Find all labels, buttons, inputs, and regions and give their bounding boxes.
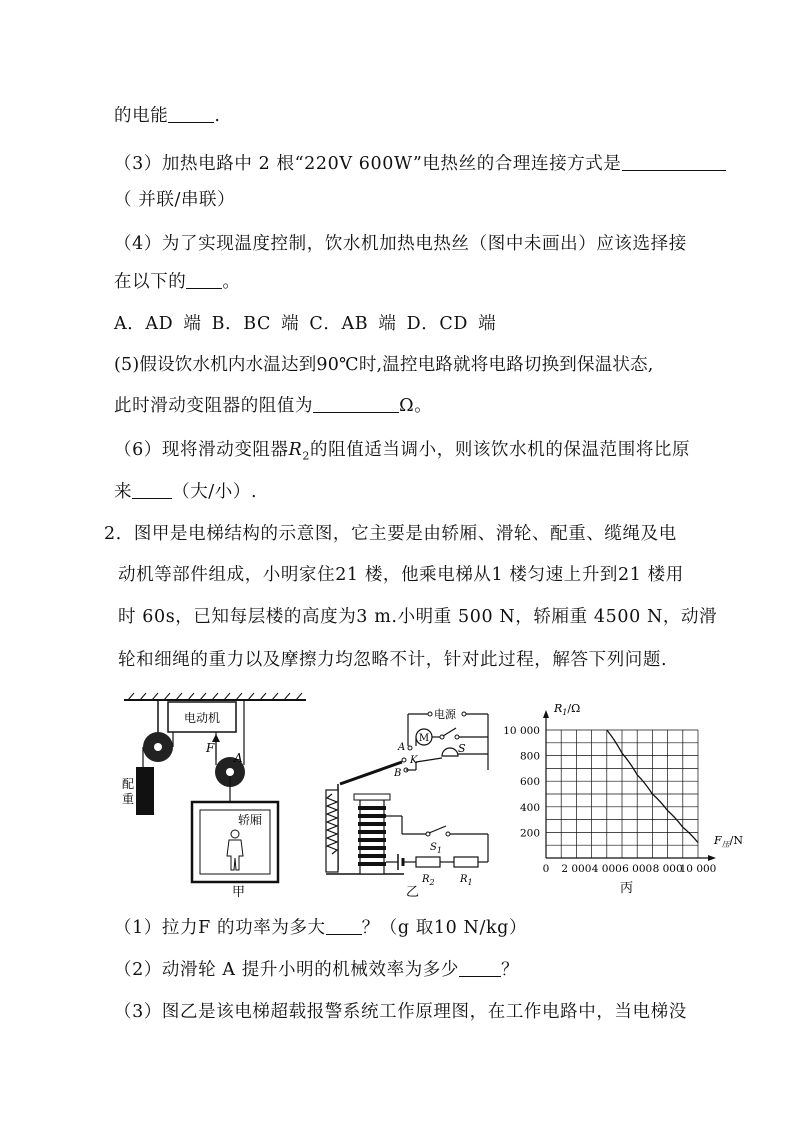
- chart-grid: [546, 730, 698, 858]
- r2-label: $R_2$: [422, 874, 435, 887]
- contact-b-label: B: [394, 768, 402, 779]
- answer-blank: [622, 154, 726, 171]
- x-tick-label: 8 000: [652, 863, 683, 875]
- text-line: （ 并联/串联）: [114, 190, 236, 210]
- problem-2-line: 轮和细绳的重力以及摩擦力均忽略不计，针对此过程，解答下列问题.: [118, 650, 668, 670]
- y-axis-label: $R_1/\Omega$: [554, 702, 581, 717]
- motor-label: 电动机: [183, 711, 221, 725]
- x-axis-arrow: [708, 855, 716, 861]
- y-tick-label: 400: [519, 801, 540, 814]
- counterweight: [136, 767, 154, 815]
- contact-a-label: A: [398, 742, 406, 753]
- switch-s: [443, 728, 456, 736]
- text-line: 在以下的 。: [114, 272, 241, 292]
- alarm-bell: [442, 748, 458, 756]
- x-tick-label: 2 000: [561, 863, 592, 875]
- caption-jia: 甲: [232, 885, 246, 900]
- y-tick-label: 10 000: [503, 725, 540, 737]
- armature: [340, 762, 402, 784]
- resistor-r1: [454, 857, 478, 867]
- text-line: （4）为了实现温度控制，饮水机加热电热丝（图中未画出）应该选择接: [114, 234, 687, 254]
- answer-blank: [313, 396, 399, 413]
- pulley-a-label: A: [234, 751, 243, 765]
- answer-blank: [186, 272, 222, 289]
- counterweight-label: 配: [122, 777, 135, 791]
- y-tick-label: 200: [519, 827, 540, 840]
- x-axis-label: $F_压/N$: [714, 834, 743, 849]
- caption-bing: 丙: [620, 881, 634, 896]
- sub-question-3: （3）图乙是该电梯超载报警系统工作原理图，在工作电路中，当电梯没: [114, 1002, 687, 1022]
- r1-label: $R_1$: [460, 874, 473, 887]
- problem-2-line: 2．图甲是电梯结构的示意图，它主要是由轿厢、滑轮、配重、缆绳及电: [104, 524, 677, 544]
- resistor-r2: [416, 857, 440, 867]
- answer-blank: [132, 482, 172, 499]
- figure-jia-elevator: [120, 690, 310, 900]
- x-tick-label: 6 000: [622, 863, 653, 875]
- answer-blank: [168, 106, 214, 123]
- contact-k-label: K: [410, 755, 418, 766]
- switch-s-label: S: [458, 742, 466, 755]
- counterweight-label: 重: [122, 792, 135, 806]
- x-tick-label: 4 000: [591, 863, 622, 875]
- text-line: （3）加热电路中 2 根“220V 600W”电热丝的合理连接方式是: [114, 152, 726, 176]
- power-label: 电源: [434, 708, 456, 721]
- switch-s1: [429, 826, 446, 833]
- switch-s1-label: $S_1$: [430, 842, 442, 855]
- x-tick-label: 0: [542, 863, 550, 875]
- y-tick-label: 600: [519, 776, 540, 789]
- y-axis-arrow: [543, 710, 549, 718]
- sub-question-2: （2）动滑轮 A 提升小明的机械效率为多少 ？: [114, 960, 520, 980]
- text-line: 来 （大/小）.: [114, 482, 258, 502]
- y-tick-label: 800: [519, 750, 540, 763]
- sub-question-1: （1）拉力F 的功率为多大 ？（g 取10 N/kg）: [114, 918, 528, 938]
- figure-yi-circuit: [318, 690, 508, 900]
- problem-2-line: 时 60s，已知每层楼的高度为3 m.小明重 500 N，轿厢重 4500 N，动滑: [118, 607, 718, 627]
- text-line: （6）现将滑动变阻器$R_2$的阻值适当调小，则该饮水机的保温范围将比原: [114, 440, 691, 463]
- answer-blank: [326, 918, 362, 935]
- motor-m-label: M: [418, 733, 430, 744]
- caption-yi: 乙: [406, 885, 420, 900]
- problem-2-line: 动机等部件组成，小明家住21 楼，他乘电梯从1 楼匀速上升到21 楼用: [118, 565, 684, 585]
- x-tick-label: 10 000: [679, 863, 717, 875]
- figure-bing-chart: [500, 690, 770, 900]
- text-line: 的电能 .: [114, 106, 221, 126]
- force-label: F: [206, 741, 215, 755]
- car-label: 轿厢: [238, 813, 263, 827]
- answer-blank: [459, 960, 501, 977]
- choices-line: A．AD 端 B．BC 端 C．AB 端 D．CD 端: [114, 314, 497, 334]
- text-line: (5)假设饮水机内水温达到90℃时,温控电路就将电路切换到保温状态,: [114, 355, 654, 375]
- text-line: 此时滑动变阻器的阻值为 Ω。: [114, 396, 433, 416]
